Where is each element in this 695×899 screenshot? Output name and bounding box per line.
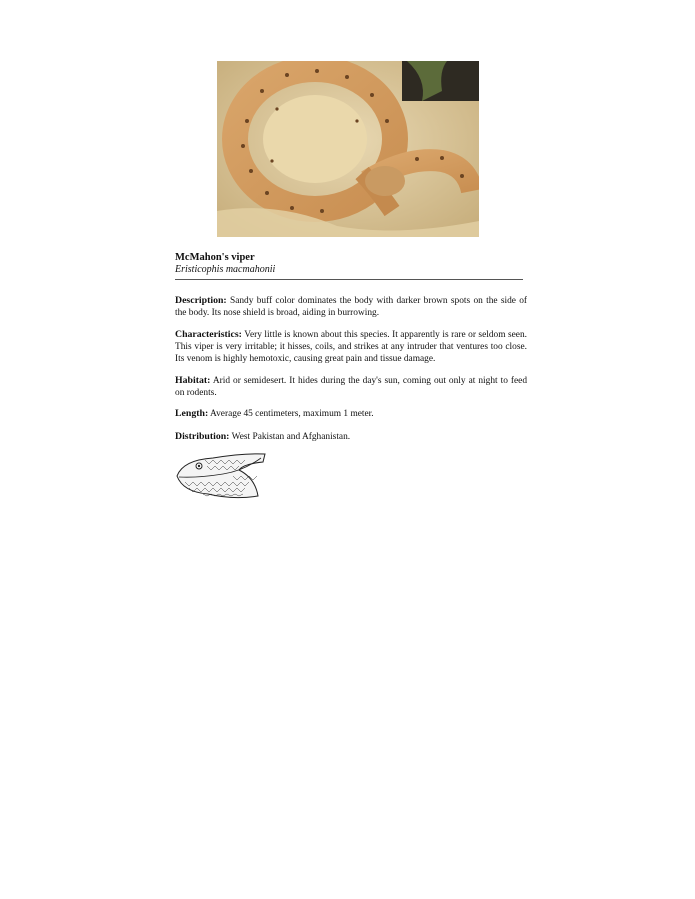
length-label: Length: — [175, 408, 209, 419]
distribution-section — [175, 431, 527, 444]
characteristics-label: Characteristics: — [175, 329, 242, 340]
distribution-text: West Pakistan and Afghanistan. — [231, 432, 351, 442]
characteristics-text: Very little is known about this species. It apparently is rare or seldom seen. This viper is very irritable; it hisses, coils, and strikes at any intruder that ventures too close. Its venom is highly hemotoxic, causing great pain and tissue damage. — [175, 330, 527, 364]
species-common-name: McMahon's viper — [175, 252, 255, 263]
distribution-label: Distribution: — [175, 431, 230, 442]
description-section — [175, 295, 527, 320]
length-section — [175, 408, 527, 421]
snake-head-sketch — [173, 450, 268, 502]
header-divider — [175, 279, 523, 280]
habitat-section — [175, 375, 527, 400]
habitat-label: Habitat: — [175, 375, 211, 386]
habitat-text: Arid or semidesert. It hides during the day's sun, coming out only at night to feed on rodents. — [175, 376, 528, 398]
viper-photo — [217, 61, 479, 237]
length-text: Average 45 centimeters, maximum 1 meter. — [210, 409, 374, 419]
description-label: Description: — [175, 295, 227, 306]
description-text: Sandy buff color dominates the body with darker brown spots on the side of the body. Its nose shield is broad, aiding in burrowing. — [175, 296, 528, 318]
characteristics-section — [175, 329, 527, 365]
species-scientific-name: Eristicophis macmahonii — [175, 264, 276, 275]
